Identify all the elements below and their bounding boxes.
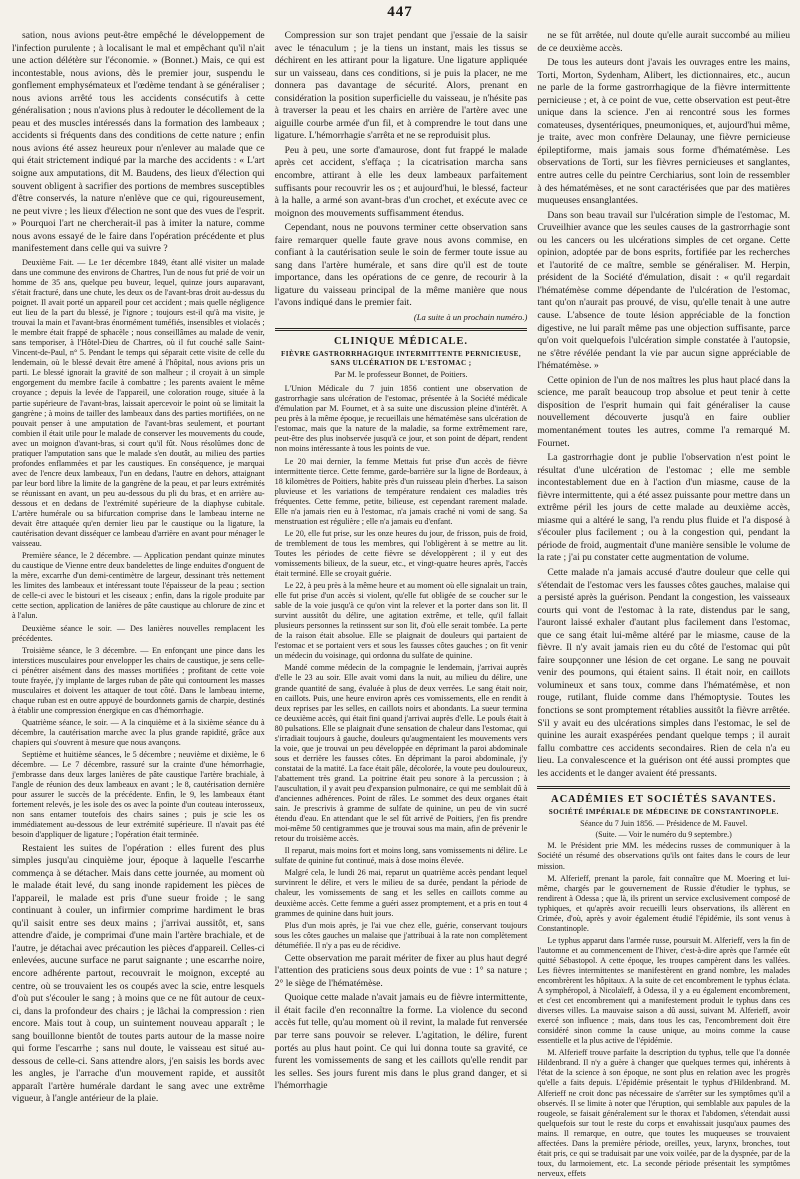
paragraph: Cette observation me parait mériter de fixer au plus haut degré l'attention des praticiens sous deux points de vue : 1° sa nature ; 2° le siège de l'hématémèse. <box>274 952 528 989</box>
session-line: Séance du 7 Juin 1856. — Présidence de M. Fauvel. <box>580 819 748 829</box>
society-title: SOCIÉTÉ IMPÉRIALE DE MÉDECINE DE CONSTANTINOPLE. <box>548 808 779 817</box>
column-middle <box>275 30 528 1104</box>
paragraph: Dans son beau travail sur l'ulcération simple de l'estomac, M. Cruveilhier avance que les seules causes de la gastrorrhagie sont ou les cancers ou les ulcérations simples de cet organe. Cette opinion, adoptée par de bons esprits, fortifiée par les recherches et l'autorité de ce maître, semble se généraliser. M. Herpin, président de la Société d'émulation, disait : « qu'il regardait l'hématémèse comme dépendante de l'ulcération de l'estomac, tant qu'on n'aurait pas prouvé, de visu, qu'elle tenait à une autre cause. L'absence de toute lésion appréciable de la fonction digestive, ne lui paraît même pas une objection suffisante, parce qu'on voit quelquefois l'ulcération simple constatée à l'autopsie, ne s'être révélée pendant la vie par aucun signe appréciable de l'hématémèse. » <box>537 209 791 372</box>
paragraph: Quoique cette malade n'avait jamais eu de fièvre intermittente, il était facile d'en reconnaître la forme. La violence du second accès fut telle, qu'au moment où il revint, la malade fut renversée par terre sans pouvoir se relever. L'agitation, le délire, furent portés au plus haut point. Ce qui lui donna toute sa gravité, ce furent les vomissements de sang et les caillots qu'elle rendit par les selles. Ses jours furent mis dans le plus grand danger, et si l'hémorrhagie <box>274 992 528 1092</box>
paragraph: Première séance, le 2 décembre. — Application pendant quinze minutes du caustique de Vienne entre deux bandelettes de linge enduites d'onguent de la mère, excarrhe d'un demi-centimètre de largeur, dessinant très nettement les limites des lambeaux et intéressant toute l'épaisseur de la peau ; section de celle-ci avec le bistouri et les ciseaux ; enfin, dans la rigole produite par cette section, application de lanières de pâte caustique au chlorure de zinc et à l'alun. <box>12 551 265 621</box>
paragraph: M. le Président prie MM. les médecins russes de communiquer à la Société un résumé des observations qu'ils ont faites dans le cours de leur mission. <box>537 841 791 871</box>
paragraph: M. Alferieff trouve parfaite la description du typhus, telle que l'a donnée Hildenbrand. Il n'y a guère à changer que quelques termes qui, inhérents à l'état de la science à son époque, ne sont plus en relation avec les progrès qu'elle a faits depuis. L'épidémie présentait le typhus d'Hildenbrand. M. Alferieff ne croit donc pas nécessaire de s'arrêter sur les symptômes qu'il a observés. Il se limite à noter que l'éruption, qui semblable aux papules de la rougeole, se faisait généralement sur le thorax et l'abdomen, s'étendait aussi quelquefois sur tout le reste du corps et envahissait jusqu'aux paumes des mains. Il remarque, en outre, que toutes les muqueuses se trouvaient affectées. Dans la première période, oreilles, yeux, larynx, bronches, tout était pris, ce qui se traduisait par une voix voilée, par de la dyspnée, par de la toux, du larmoiement, etc. La seconde période présentait les symptômes nerveux, effets <box>537 1048 791 1178</box>
paragraph: Cette malade n'a jamais accusé d'autre douleur que celle qui s'étendait de l'estomac vers les fausses côtes gauches, malaise qui a persisté après la guérison. Pendant la congestion, les vaisseaux courts qui vont de l'estomac à la rate, distendus par le sang, l'auront laissé exhaler d'autant plus facilement dans l'estomac, que ce sang était lui-même altéré par le miasme, cause de la fièvre. Il n'y avait jamais rien eu du côté de l'estomac qui pût faire soupçonner une lésion de cet organe. Le sang ne pouvait venir des poumons, qui étaient sains. Il était noir, en caillots volumineux et sans toux, comme dans l'hématémèse, et non rouge, rutilant, fluide comme dans l'hémoptysie. Toutes les fonctions se sont promptement rétablies aussitôt la fièvre arrêtée. S'il y avait eu des ulcérations simples dans l'estomac, le sel de quinine les aurait exaspérées pendant quelque temps ; il aurait fallu combattre ces accidents secondaires. Rien de cela n'a eu lieu. La convalescence et la guérison ont été aussi promptes que les accidents et le danger avaient été pressants. <box>537 566 791 779</box>
paragraph: Deuxième Fait. — Le 1er décembre 1849, étant allé visiter un malade dans une commune des environs de Chartres, l'un de nous fut prié de voir un homme de 35 ans, quelque peu buveur, lequel, quinze jours auparavant, s'était fracturé, dans une chute, les deux os de l'avant-bras droit au-dessus du poignet. Il avait porté un appareil pour cet accident ; mais quelle négligence eut lieu de la part du blessé, je l'ignore ; toujours est-il qu'à ma visite, je trouvai la main et l'avant-bras énormément tuméfiés, insensibles et violacés ; le membre était frappé de sphacèle ; nous conseillâmes au malade de venir, sans temporiser, à l'Hôtel-Dieu de Chartres, où il fut couché salle Saint-Vincent-de-Paul, n° 5. Pendant le temps qui séparait cette visite de celle du lendemain, où le blessé devait être amené à l'hôpital, nous avions pris un parti. Le blessé ignorait la gravité de son malheur ; il croyait à un simple engorgement du membre facile à combattre ; les parents avaient le même croyance ; depuis la levée de l'appareil, une coloration rouge, située à la partie supérieure de l'avant-bras, laissait apercevoir le point où se limitait la gangrène ; à moins de tailler des lambeaux dans des parties mortifiées, on ne pouvait penser à une amputation de l'avant-bras seulement, et pourtant combien il était utile pour le malade de conserver les mouvements du coude, avec un moignon d'avant-bras, si court qu'il fût. Nous résolûmes donc de pratiquer l'amputation sans que le malade s'en doutât, au milieu des parties profondes enflammées et par les caustiques. En conséquence, je marquai avec de l'encre deux lambeaux, l'un en dedans, l'autre en dehors, attaignant par leur bord libre la limite de la gangrène de la peau, et par leurs extrémités se réunissant en avant, un peu au-dessous du pli du bras, et en arrière au-dessous et en dedans de l'extrémité supérieure de la diaphyse cubitale. L'artère humérale ou sa bifurcation comprise dans le lambeau interne ne devait être attaquée qu'en dernier lieu par le caustique ou la ligature, la cautérisation devant disséquer ce lambeau d'arrière en avant pour ménager le vaisseau. <box>12 257 265 549</box>
paragraph: Le 22, à peu près à la même heure et au moment où elle signalait un train, elle fut prise d'un accès si violent, qu'elle fut obligée de se coucher sur le sable de la voie jusqu'à ce qu'on vint la relever et la porter dans son lit. Il survint aussitôt du délire, une agitation extrême, et telle, qu'il fallait plusieurs personnes la retinssent sur son lit, d'où elle serait tombée. La perte de la raison était absolue. Elle se plaignait de douleurs qui partaient de l'estomac et se portaient vers et sous les fausses côtes gauches ; on fit venir un médecin du voisinage, qui ordonna du sulfate de quinine. <box>274 581 528 661</box>
column-left <box>12 30 265 1104</box>
page-number: 447 <box>387 4 413 20</box>
paragraph: Mandé comme médecin de la compagnie le lendemain, j'arrivai auprès d'elle le 23 au soir. Elle avait vomi dans la nuit, au milieu du délire, une grande quantité de sang, évaluée à plus de deux verrées. Le sang était noir, en caillots. Puis, une heure environ après ces vomissements, elle en rendit à deux reprises par les selles, en caillots noirs et abondants. La sueur termina ce deuxième accès, qui était fini quand j'arrivai auprès d'elle. Le pouls était à 80 pulsations. Elle se plaignait d'une sensation de chaleur dans l'estomac, qui s'irradiait toujours à gauche, douleurs qu'augmentaient les mouvements vers la voie, que je trouvai un peu développée en déprimant la paroi abdominale sous et derrière les fausses côtes. En déprimant la paroi abdominale, j'y constatai de la matité. La face était pâle, décolorée, la voute peu douloureux, l'abattement très grand. La poitrine était peu sonore à la percussion ; à l'auscultation, il y avait peu d'expansion pulmonaire, ce qui me semblait dû à d'anciennes adhérences. Point de râles. Le sommet des deux organes était sain. Je prescrivis à gramme de sulfate de quinine, un peu de vin sucré étendu d'eau. En attendant que le sel fût arrivé de Poitiers, j'en fis prendre moi-même 50 centigrammes que je trouvai sous ma main, afin de prévenir le retour du troisième accès. <box>274 663 528 844</box>
paragraph: Quatrième séance, le soir. — A la cinquième et à la sixième séance du à décembre, la cautérisation marche avec la plus grande rapidité, grâce aux chapiers qui s'ouvrent à mesure que nous avançons. <box>12 717 265 748</box>
section-title: CLINIQUE MÉDICALE. <box>333 336 469 348</box>
paragraph: Malgré cela, le lundi 26 mai, reparut un quatrième accès pendant lequel survinrent le délire, et vers le milieu de sa durée, pendant la période de chaleur, les vomissements de sang et les selles en caillots comme au deuxième accès. Cette femme a guéri assez promptement, et a pris en tout 4 grammes de quinine dans huit jours. <box>274 868 528 918</box>
paragraph: Restaient les suites de l'opération : elles furent des plus simples jusqu'au cinquième jour, époque à laquelle l'escarrhe commença à se détacher. Mais dans cette journée, au moment où le malade était levé, du sang inonde rapidement les pièces de l'appareil, le malade est pris d'une sueur froide ; le sang continuant à couler, un infirmier comprime hardiment le bras qu'il saisit entre ses deux mains ; j'arrivai aussitôt, et, sans attendre d'aide, je comprimai d'une main l'artère brachiale, et de l'autre, je détachai avec précaution les pièces d'appareil. Celles-ci enlevées, aucune surface ne parut saignante ; une escarrhe noire, encore adhérente partout, recouvrait le moignon, excepté au centre, où se trouvaient les os coupés avec la scie, entre lesquels d'où put s'écouler le sang ; à moins que ce ne fût autour de ceux-ci, dans la profondeur des chairs ; je lâchai la compression : rien encore. Mais tout à coup, un suintement nouveau apparaît ; le sang bouillonne bientôt de toutes parts autour de la masse noire qui forme l'escarrhe ; sans nul doute, le vaisseau est situé au-dessous de celle-ci. Sans attendre alors, j'en saisis les bords avec les angles, je l'arrache d'un mouvement rapide, et aussitôt apparaît l'artère humérale dardant le sang avec une extrême vigueur, à l'angle antérieur de la plaie. <box>12 842 265 1105</box>
paragraph: De tous les auteurs dont j'avais les ouvrages entre les mains, Torti, Morton, Sydenham, Alibert, les dictionnaires, etc., aucun ne parle de la forme gastrorrhagique de la fièvre intermittente pernicieuse ; et, à ce point de vue, cette observation est peut-être unique dans la science. J'en ai rencontré sous les formes comateuses, dysentériques, pneumoniques, et, aujourd'hui même, je traite, avec mon confrère Delaunay, une fièvre pernicieuse épileptiforme, mais jamais sous forme d'hématémèse. Les observations de Torti, sur les fièvres pernicieuses et sanglantes, entre autres celle du peintre Cerchiarius, sont loin de ressembler à des hématémèses, et ne sont caractérisées que par des matières muqueuses ensanglantées. <box>537 57 791 207</box>
paragraph: sation, nous avions peut-être empêché le développement de l'infection purulente ; à localisant le mal et empêchant qu'il n'ait une action délétère sur l'économie. » (Bonnet.) Mais, ce qui est incontestable, nous avions, dès le premier jour, suspendu le gonflement emphysémateux et l'œdème tendant à se généraliser ; nous avions arrêté tous les accidents consécutifs à cette généralisation ; nous n'avions plus à redouter le décollement de la peau et des muscles intéressés dans la formation des lambeaux ; accidents si fréquents dans des conditions de cette nature ; enfin nous avions été assez heureux pour n'enlever au malade que ce qui était strictement indiqué par la marche des accidents : « L'art soigne aux amputations, dit M. Baudens, des lieux d'élection qui souvent obligent à sacrifier des portions de membres susceptibles d'être conservés, la nature n'enlève que ce qui, rigoureusement, ne peut vivre ; les lieux d'élection ne sont que des vues de l'esprit. » Pourquoi l'art ne chercherait-il pas à imiter la nature, comme nous avons essayé de le faire dans l'opération précédente et plus manifestement dans celle qui va suivre ? <box>12 30 265 255</box>
paragraph: Plus d'un mois après, je l'ai vue chez elle, guérie, conservant toujours sous les côtes gauches un malaise que j'attribuai à la rate non complètement détuméfiée. Il n'y a pas eu de récidive. <box>274 920 528 950</box>
paragraph: Deuxième séance le soir. — Des lanières nouvelles remplacent les précédentes. <box>12 623 265 643</box>
paragraph: La gastrorrhagie dont je publie l'observation n'est point le résultat d'une ulcération de l'estomac ; elle me semble incontestablement due en à l'action d'un miasme, cause de la fièvre intermittente, qui a été assez puissante pour mettre dans un extrême péril les jours de cette malade au deuxième accès, miasme qui a altéré le sang, l'a rendu plus fluide et l'a disposé à s'écouler plus facilement ; ou à la congestion qui, pendant la période de froid, augmentait d'une manière sensible le volume de la rate ; j'ai pu constater cette augmentation de volume. <box>537 452 791 564</box>
paragraph: Il reparut, mais moins fort et moins long, sans vomissements ni délire. Le sulfate de quinine fut continué, mais à dose moins élevée. <box>274 846 528 866</box>
paragraph: L'Union Médicale du 7 juin 1856 contient une observation de gastrorrhagie sans ulcération de l'estomac, présentée à la Société médicale d'émulation par M. Fournet, et à sa suite une discussion pleine d'intérêt. A peu près à la même époque, je recueillais une hématémèse sans ulcération de l'estomac, mais que la nature de la maladie, sa forme extrêmement rare, peut-être des plus inobservée jusqu'à ce jour, et son point de départ, rendent non moins intéressante à tous les points de vue. <box>274 384 528 454</box>
continuation-note: (La suite à un prochain numéro.) <box>413 312 528 323</box>
paragraph: Septième et huitième séances, le 5 décembre ; neuvième et dixième, le 6 décembre. — Le 7 décembre, rassuré sur la crainte d'une hémorrhagie, j'embrasse dans deux larges lanières de pâte caustique l'artère brachiale, à l'angle de réunion des deux lambeaux en avant ; le 8, cautérisation dernière pour assurer le succès de la précédente. Enfin, le 9, les lambeaux étant fortement relevés, je les isole des os avec la pointe d'un couteau interosseux, non sans entamer toutefois des chairs saines ; puis je scie les os immédiatement au-dessous de leur extrémité supérieure. Il n'avait pas été besoin d'appliquer de ligature ; l'opération était terminée. <box>12 750 265 840</box>
paragraph: Le 20, elle fut prise, sur les onze heures du jour, de frisson, puis de froid, de tremblement de tous les membres, qui l'obligèrent à se mettre au lit. Toutes les périodes de cette fièvre se développèrent ; il y eut des vomissements bilieux, de la sueur, etc., et vingt-quatre heures après, l'accès était terminé. Elle se croyait guérie. <box>274 528 528 579</box>
continuation-line: (Suite. — Voir le numéro du 9 septembre.) <box>595 830 732 840</box>
article-byline: Par M. le professeur Bonnet, de Poitiers. <box>334 370 468 380</box>
paragraph: Cette opinion de l'un de nos maîtres les plus haut placé dans la science, me paraît beaucoup trop absolue et peut tenir à cette disposition de l'esprit humain qui fait généraliser la cause nouvellement découverte jusqu'à en faire oublier momentanément toutes les autres, comme l'a remarqué M. Fournet. <box>537 374 791 449</box>
section-divider <box>275 328 528 331</box>
newspaper-columns <box>12 30 791 1178</box>
paragraph: Le 20 mai dernier, la femme Mettais fut prise d'un accès de fièvre intermittente tierce. Cette femme, garde-barrière sur la ligne de Bordeaux, à 18 kilomètres de Poitiers, habite près d'un ruisseau plein d'herbes. La saison pluvieuse et les variations de température rendaient ces maladies très fréquentes. Cette femme, petite, bilieuse, est cependant rarement malade. Elle n'a jamais rien eu à l'estomac, n'a jamais craché ni vomi de sang. Sa menstruation est régulière ; elle n'a jamais eu d'enfant. <box>274 456 528 526</box>
article-title: FIÈVRE GASTRORRHAGIQUE INTERMITTENTE PERNICIEUSE, SANS ULCÉRATION DE L'ESTOMAC ; <box>280 350 522 368</box>
paragraph: Cependant, nous ne pouvons terminer cette observation sans faire remarquer quelle faute grave nous avons commise, en confiant à la cautérisation seule le soin de fermer toute issue au sang dans l'artère humérale, et sans dire qu'il est de toute importance, dans les opérations de ce genre, de recourir à la ligature du vaisseau principal de la même manière que nous l'avons indiqué dans le premier fait. <box>274 222 528 309</box>
column-right <box>537 30 791 1178</box>
paragraph: M. Alferieff, prenant la parole, fait connaître que M. Moering et lui-même, chargés par le gouvernement de Russie d'étudier le typhus, se rendirent à Odessa ; que là, ils prirent un service exclusivement composé de typhiques, et qu'après avoir recueilli leurs observations, ils allèrent en Crimée, d'où, après y avoir également étudié l'épidémie, ils sont venus à Constantinople. <box>537 873 791 933</box>
paragraph: Compression sur son trajet pendant que j'essaie de la saisir avec le ténaculum ; je la tiens un instant, mais les tissus se déchirent en les attirant pour la ligature. Une ligature appliquée sur un vaisseau, dans ces conditions, si je puis la placer, ne me donnera pas davantage de sécurité. Alors, prenant en considération la position superficielle du vaisseau, je n'hésite pas à traverser la peau et les chairs en arrière de l'artère avec une aiguille courbe armée d'un fil, et à comprendre le tout dans une ligature. L'hémorrhagie s'arrêta et ne se reproduisit plus. <box>274 30 528 142</box>
section-divider <box>537 786 790 789</box>
section-title: ACADÉMIES ET SOCIÉTÉS SAVANTES. <box>551 794 777 806</box>
paragraph: Le typhus apparut dans l'armée russe, poursuit M. Alferieff, vers la fin de l'automne et au commencement de l'hiver, c'est-à-dire après que l'armée eût quitté Sébastopol. A cette époque, les troupes campèrent dans les vallées. Les fièvres intermittentes se manifestèrent en grand nombre, les malades encombrèrent les hôpitaux. A la suite de cet encombrement le typhus éclata. A symphéropol, à Nicolaïeff, à Odessa, il y a eu également encombrement, et c'est cet encombrement qui a manifestement produit le typhus dans ces diverses villes. La mauvaise saison a dû aussi, suivant M. Alferieff, avoir exercé son influence ; mais, dans tous les cas, l'encombrement doit être considéré sinon comme la cause unique, au moins comme la cause essentielle et la plus active de l'épidémie. <box>537 935 791 1046</box>
paragraph: Troisième séance, le 3 décembre. — En enfonçant une pince dans les interstices musculaires pour envelopper les chairs de caustique, je sens celle-ci pénétrer aisément dans des masses mortifiées ; profitant de cette voie toute frayée, j'y implante de larges ruban de pâte qui contournent les masses musculaires et doivent les attaquer de tout côté. Dans le lambeau interne, chaque ruban est en outre appuyé de bourdonnets garnis de charpie, destinés à établir une compression énergique en cas d'hémorrhagie. <box>12 645 265 715</box>
paragraph: ne se fût arrêtée, nul doute qu'elle aurait succombé au milieu de ce deuxième accès. <box>537 30 791 54</box>
paragraph: Peu à peu, une sorte d'amaurose, dont fut frappé le malade après cet accident, s'effaça ; la cicatrisation marcha sans encombre, attirant à elle les deux lambeaux parfaitement suffisants pour recouvrir les os ; et aujourd'hui, le blessé, facteur à la halle, a armé son avant-bras d'un crochet, et exécute avec ce moignon des mouvements suffisamment étendus. <box>274 144 528 219</box>
